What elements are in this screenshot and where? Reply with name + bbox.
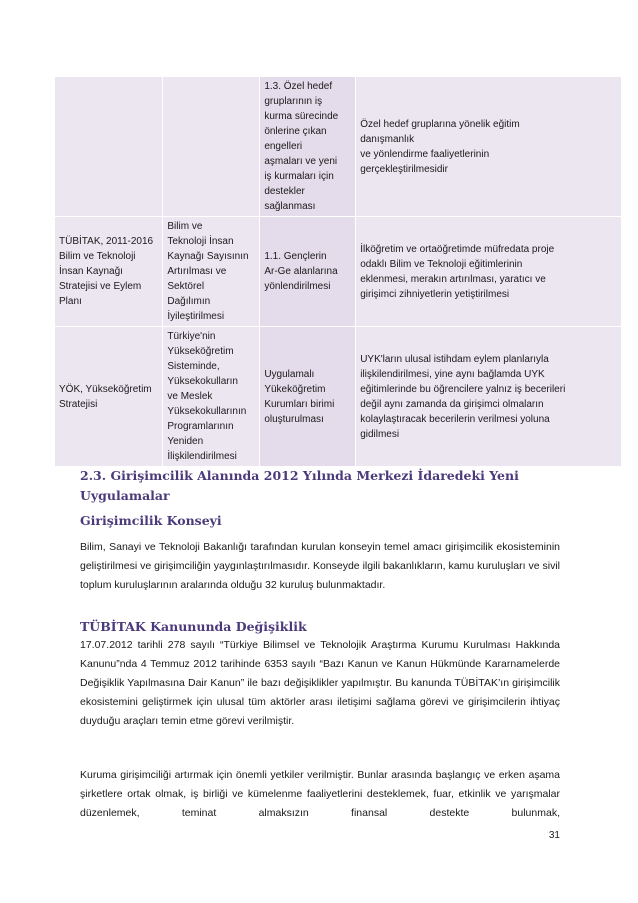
cell-line: Planı xyxy=(59,296,82,307)
cell-measure xyxy=(260,77,356,217)
cell-line: Yükeköğretim xyxy=(264,383,326,395)
page-number: 31 xyxy=(548,830,560,841)
cell-line: Stratejisi ve Eylem xyxy=(59,281,142,292)
cell-measure xyxy=(260,217,356,327)
cell-line: Bilim ve Teknoloji xyxy=(59,251,136,262)
cell-line: eklenmesi, merakın artırılması, yaratıcı ve xyxy=(360,273,546,285)
cell-line: 1.1. Gençlerin xyxy=(264,251,327,262)
cell-line: İnsan Kaynağı xyxy=(59,266,123,277)
paragraph: Bilim, Sanayi ve Teknoloji Bakanlığı tarafından kurulan konseyin temel amacı girişimcilik ekosisteminin geliştirilmesi ve girişimciliğin yaygınlaştırılmasıdır. Konseyde ilgili bakanlıkların, kamu kuruluşları ve sivil toplum kuruluşlarının aralarında olduğu 32 kuruluş bulunmaktadır. xyxy=(80,541,560,591)
cell-line: İyileştirilmesi xyxy=(167,311,225,322)
cell-line: YÖK, Yükseköğretim xyxy=(59,383,152,395)
cell-line: Ar-Ge alanlarına xyxy=(264,266,338,277)
cell-line: Yüksekokulların xyxy=(167,376,238,387)
paragraph: Kuruma girişimciliği artırmak için önemli yetkiler verilmiştir. Bunlar arasında başlangıç ve erken aşama şirketlere ortak olmak, iş birliği ve kümelenme faaliyetlerini desteklemek, fuar, etkinlik ve yarışmalar düzenlemek, teminat almaksızın finansal destekte bulunmak, xyxy=(80,769,560,819)
cell-line: Türkiye'nin xyxy=(167,331,216,342)
strategy-table xyxy=(54,76,622,467)
cell-line: 1.3. Özel hedef xyxy=(264,81,333,92)
cell-line: Teknoloji İnsan xyxy=(167,236,234,247)
cell-line: ilişkilendirilmesi, yine aynı bağlamda UYK xyxy=(360,368,545,380)
table-row xyxy=(55,77,622,217)
cell-description xyxy=(356,217,622,327)
cell-line: Yeniden xyxy=(167,436,204,447)
cell-line: gidilmesi xyxy=(360,428,400,440)
cell-target xyxy=(163,217,260,327)
cell-line: kurma sürecinde xyxy=(264,111,339,122)
cell-line: Stratejisi xyxy=(59,398,98,410)
cell-line: İlköğretim ve ortaöğretimde müfredata proje xyxy=(360,243,555,255)
cell-line: eğitimlerinde bu öğrencilere yalnız iş becerileri xyxy=(360,383,566,395)
cell-line: ve yönlendirme faaliyetlerinin xyxy=(360,148,490,160)
cell-institution xyxy=(55,77,163,217)
cell-line: gruplarının iş xyxy=(264,96,323,107)
cell-line: gerçekleştirilmesidir xyxy=(360,163,448,175)
cell-line: kolaylaştıracak becerilerin verilmesi yoluna xyxy=(360,413,550,425)
cell-description xyxy=(356,77,622,217)
cell-line: iş kurmaları için xyxy=(264,171,334,182)
cell-line: Yükseköğretim xyxy=(167,346,234,357)
cell-description xyxy=(356,327,622,467)
subheading-tubitak-law: TÜBİTAK Kanununda Değişiklik xyxy=(80,619,307,634)
cell-line: girişimci zihniyetlerin yetiştirilmesi xyxy=(360,288,510,300)
cell-line: danışmanlık xyxy=(360,133,415,145)
subheading-entrepreneurship-council: Girişimcilik Konseyi xyxy=(80,513,222,528)
cell-target xyxy=(163,77,260,217)
cell-line: Artırılması ve xyxy=(167,266,227,277)
cell-line: oluşturulması xyxy=(264,413,324,425)
cell-line: Sektörel xyxy=(167,281,205,292)
cell-line: sağlanması xyxy=(264,201,316,212)
section-heading: 2.3. Girişimcilik Alanında 2012 Yılında Merkezi İdaredeki Yeni Uygulamalar xyxy=(80,468,519,503)
cell-line: Özel hedef gruplarına yönelik eğitim xyxy=(360,118,520,130)
cell-line: odaklı Bilim ve Teknoloji eğitimlerinin xyxy=(360,258,523,270)
cell-line: Programlarının xyxy=(167,421,234,432)
cell-institution xyxy=(55,327,163,467)
cell-line: İlişkilendirilmesi xyxy=(167,451,237,462)
cell-line: önlerine çıkan xyxy=(264,126,327,137)
cell-line: engelleri xyxy=(264,141,303,152)
cell-line: Yüksekokullarının xyxy=(167,406,247,417)
cell-line: Sisteminde, xyxy=(167,361,220,372)
cell-institution xyxy=(55,217,163,327)
cell-line: ve Meslek xyxy=(167,391,213,402)
cell-line: Uygulamalı xyxy=(264,368,315,380)
cell-measure xyxy=(260,327,356,467)
table-row xyxy=(55,327,622,467)
cell-line: Kurumları birimi xyxy=(264,398,335,410)
cell-line: Kaynağı Sayısının xyxy=(167,251,249,262)
cell-line: Bilim ve xyxy=(167,221,203,232)
table-row xyxy=(55,217,622,327)
cell-line: yönlendirilmesi xyxy=(264,281,331,292)
cell-line: değil aynı zamanda da girişimci olmaların xyxy=(360,398,544,410)
cell-line: aşmaları ve yeni xyxy=(264,156,338,167)
paragraph: 17.07.2012 tarihli 278 sayılı “Türkiye Bilimsel ve Teknolojik Araştırma Kurumu Kurulması Hakkında Kanunu”nda 4 Temmuz 2012 tarihinde 6353 sayılı “Bazı Kanun ve Kanun Hükmünde Kararnamelerde Değişiklik Yapılmasına Dair Kanun” ile bazı değişiklikler yapılmıştır. Bu kanunda TÜBİTAK’ın girişimcilik ekosistemini geliştirmek için ulusal tüm aktörler arası iletişimi sağlama görevi ve girişimcilerin ihtiyaç duyduğu araçları temin etme görevi verilmiştir. xyxy=(80,639,560,727)
cell-line: UYK'ların ulusal istihdam eylem planlarıyla xyxy=(360,353,549,365)
cell-target xyxy=(163,327,260,467)
cell-line: Dağılımın xyxy=(167,296,211,307)
cell-line: destekler xyxy=(264,186,305,197)
cell-line: TÜBİTAK, 2011-2016 xyxy=(59,236,154,247)
